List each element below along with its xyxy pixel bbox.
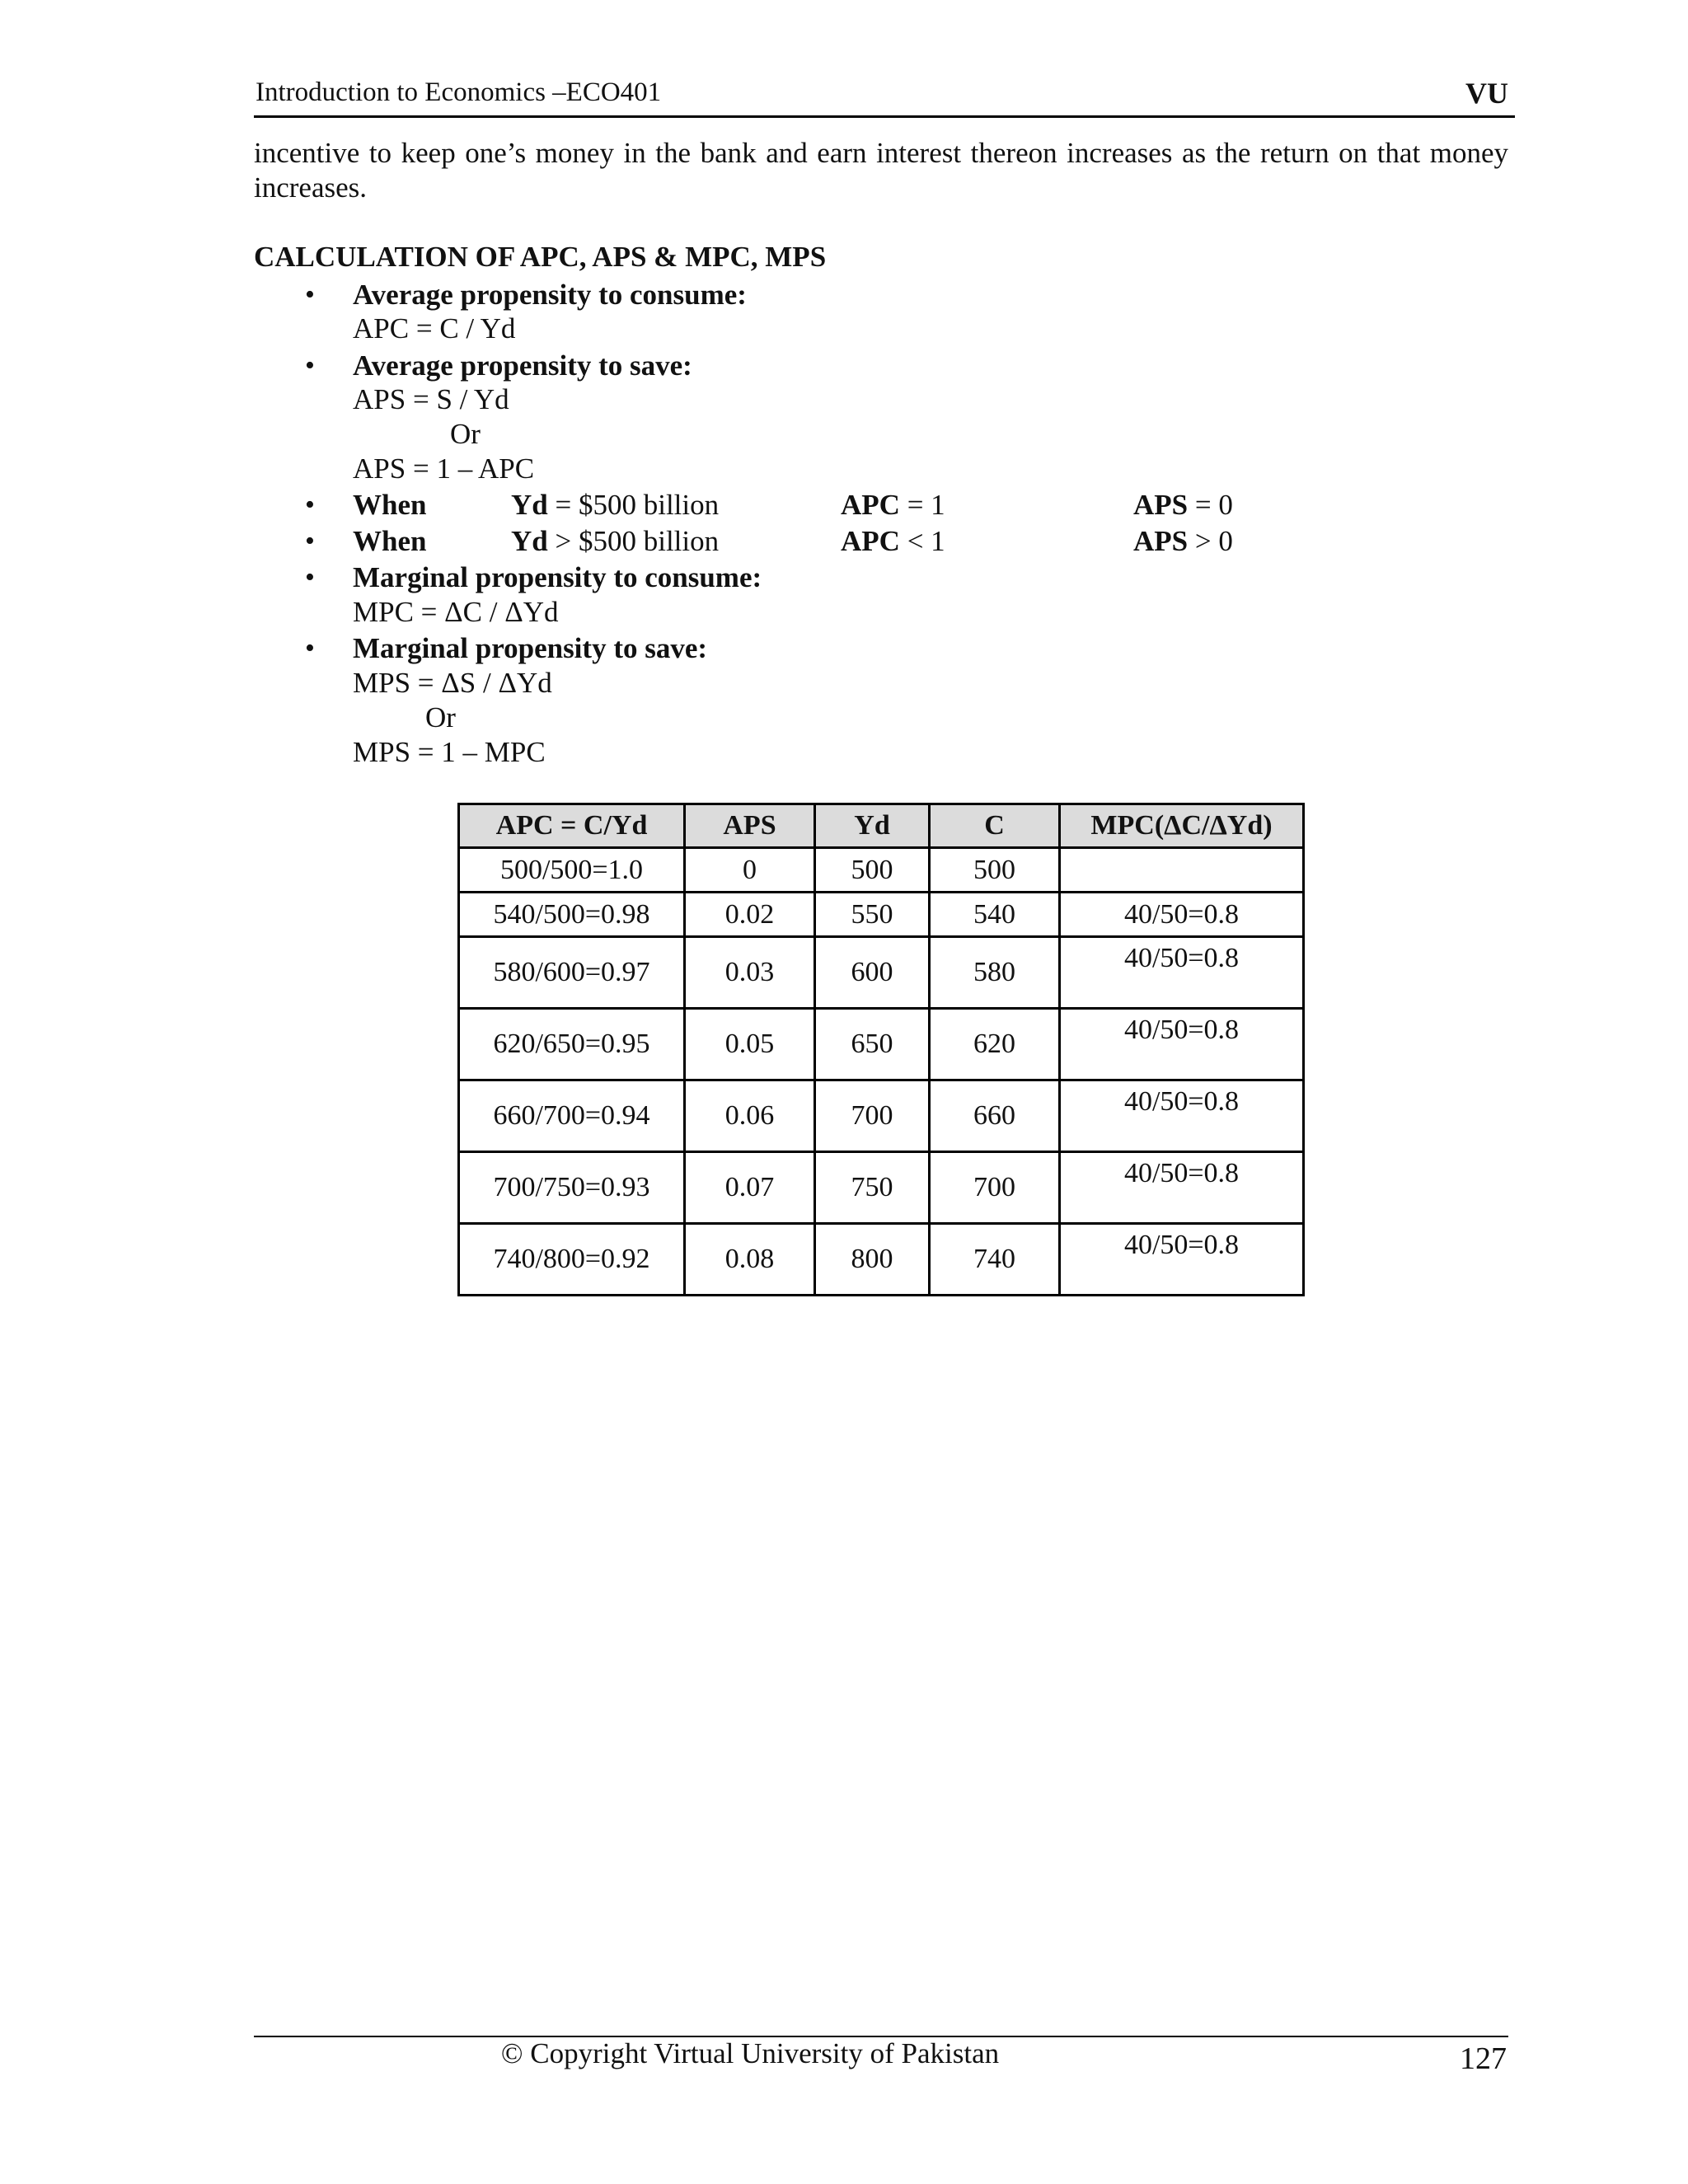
c-cell: 740 xyxy=(930,1224,1060,1296)
intro-paragraph: incentive to keep one’s money in the bank and earn interest thereon increases as the return on that money increases. xyxy=(254,137,1508,204)
column-header-mpc: MPC(ΔC/ΔYd) xyxy=(1060,804,1304,848)
mpc-cell: 40/50=0.8 xyxy=(1060,1152,1304,1224)
aps-alt-formula: APS = 1 – APC xyxy=(353,452,535,485)
aps-cell: 0.02 xyxy=(685,893,815,937)
bullet-icon: • xyxy=(305,526,315,556)
aps-cell: 0.06 xyxy=(685,1080,815,1152)
university-logo-text: VU xyxy=(1465,77,1508,110)
apc-cell: 580/600=0.97 xyxy=(459,937,685,1009)
apc-cell: 620/650=0.95 xyxy=(459,1009,685,1080)
apc-cell: 740/800=0.92 xyxy=(459,1224,685,1296)
bullet-icon: • xyxy=(305,562,315,593)
mpc-cell xyxy=(1060,848,1304,893)
c-cell: 660 xyxy=(930,1080,1060,1152)
when-equal-yd xyxy=(511,488,719,523)
aps-cell: 0.05 xyxy=(685,1009,815,1080)
propensity-bullet-list xyxy=(0,0,1688,824)
apc-cell: 540/500=0.98 xyxy=(459,893,685,937)
column-header-aps: APS xyxy=(685,804,815,848)
when-equal-apc xyxy=(841,488,945,523)
yd-value: = $500 billion xyxy=(547,489,720,521)
page-number: 127 xyxy=(1460,2041,1507,2076)
table-row xyxy=(459,1152,1304,1224)
aps-value: > 0 xyxy=(1188,525,1233,557)
mpc-cell: 40/50=0.8 xyxy=(1060,1080,1304,1152)
mpc-title: Marginal propensity to consume: xyxy=(353,561,762,593)
c-cell: 580 xyxy=(930,937,1060,1009)
aps-title: Average propensity to save: xyxy=(353,349,692,382)
table-header-row xyxy=(459,804,1304,848)
aps-label: APS xyxy=(1133,489,1189,521)
aps-formula: APS = S / Yd xyxy=(353,383,509,415)
yd-cell: 500 xyxy=(815,848,930,893)
c-cell: 540 xyxy=(930,893,1060,937)
copyright-text: © Copyright Virtual University of Pakistan xyxy=(500,2037,1000,2069)
yd-cell: 600 xyxy=(815,937,930,1009)
mpc-cell: 40/50=0.8 xyxy=(1060,1009,1304,1080)
when-equal-label: When xyxy=(353,489,427,521)
bullet-icon: • xyxy=(305,633,315,663)
column-header-c: C xyxy=(930,804,1060,848)
c-cell: 620 xyxy=(930,1009,1060,1080)
aps-cell: 0.07 xyxy=(685,1152,815,1224)
c-cell: 700 xyxy=(930,1152,1060,1224)
table-row xyxy=(459,848,1304,893)
aps-or: Or xyxy=(450,418,481,450)
when-greater-label: When xyxy=(353,525,427,557)
aps-cell: 0.08 xyxy=(685,1224,815,1296)
bullet-icon: • xyxy=(305,350,315,381)
bullet-icon: • xyxy=(305,490,315,520)
section-heading: CALCULATION OF APC, APS & MPC, MPS xyxy=(254,241,827,273)
yd-cell: 650 xyxy=(815,1009,930,1080)
apc-cell: 660/700=0.94 xyxy=(459,1080,685,1152)
yd-cell: 700 xyxy=(815,1080,930,1152)
yd-cell: 800 xyxy=(815,1224,930,1296)
mps-title: Marginal propensity to save: xyxy=(353,632,708,664)
apc-title: Average propensity to consume: xyxy=(353,279,747,311)
table-row xyxy=(459,1009,1304,1080)
table-row xyxy=(459,1224,1304,1296)
table-row xyxy=(459,937,1304,1009)
mps-formula: MPS = ΔS / ΔYd xyxy=(353,667,552,699)
aps-value: = 0 xyxy=(1188,489,1233,521)
mpc-cell: 40/50=0.8 xyxy=(1060,1224,1304,1296)
c-cell: 500 xyxy=(930,848,1060,893)
bullet-icon: • xyxy=(305,279,315,310)
propensity-table xyxy=(457,803,1305,1296)
footer-copyright xyxy=(0,2037,1688,2070)
apc-label: APC xyxy=(841,489,900,521)
yd-cell: 750 xyxy=(815,1152,930,1224)
yd-label: Yd xyxy=(511,489,548,521)
mpc-cell: 40/50=0.8 xyxy=(1060,937,1304,1009)
when-greater-aps xyxy=(1133,524,1233,559)
aps-label: APS xyxy=(1133,525,1189,557)
aps-cell: 0.03 xyxy=(685,937,815,1009)
yd-value: > $500 billion xyxy=(547,525,720,557)
when-equal-aps xyxy=(1133,488,1233,523)
apc-value: = 1 xyxy=(899,489,945,521)
when-greater-yd xyxy=(511,524,719,559)
mps-or: Or xyxy=(425,701,456,733)
mpc-formula: MPC = ΔC / ΔYd xyxy=(353,596,559,628)
table-row xyxy=(459,893,1304,937)
yd-label: Yd xyxy=(511,525,548,557)
aps-cell: 0 xyxy=(685,848,815,893)
apc-cell: 500/500=1.0 xyxy=(459,848,685,893)
mpc-cell: 40/50=0.8 xyxy=(1060,893,1304,937)
course-title: Introduction to Economics –ECO401 xyxy=(256,77,662,107)
table-row xyxy=(459,1080,1304,1152)
apc-label: APC xyxy=(841,525,900,557)
yd-cell: 550 xyxy=(815,893,930,937)
mps-alt-formula: MPS = 1 – MPC xyxy=(353,736,546,768)
column-header-yd: Yd xyxy=(815,804,930,848)
column-header-apc: APC = C/Yd xyxy=(459,804,685,848)
when-greater-apc xyxy=(841,524,945,559)
apc-formula: APC = C / Yd xyxy=(353,312,516,344)
apc-value: < 1 xyxy=(899,525,945,557)
apc-cell: 700/750=0.93 xyxy=(459,1152,685,1224)
